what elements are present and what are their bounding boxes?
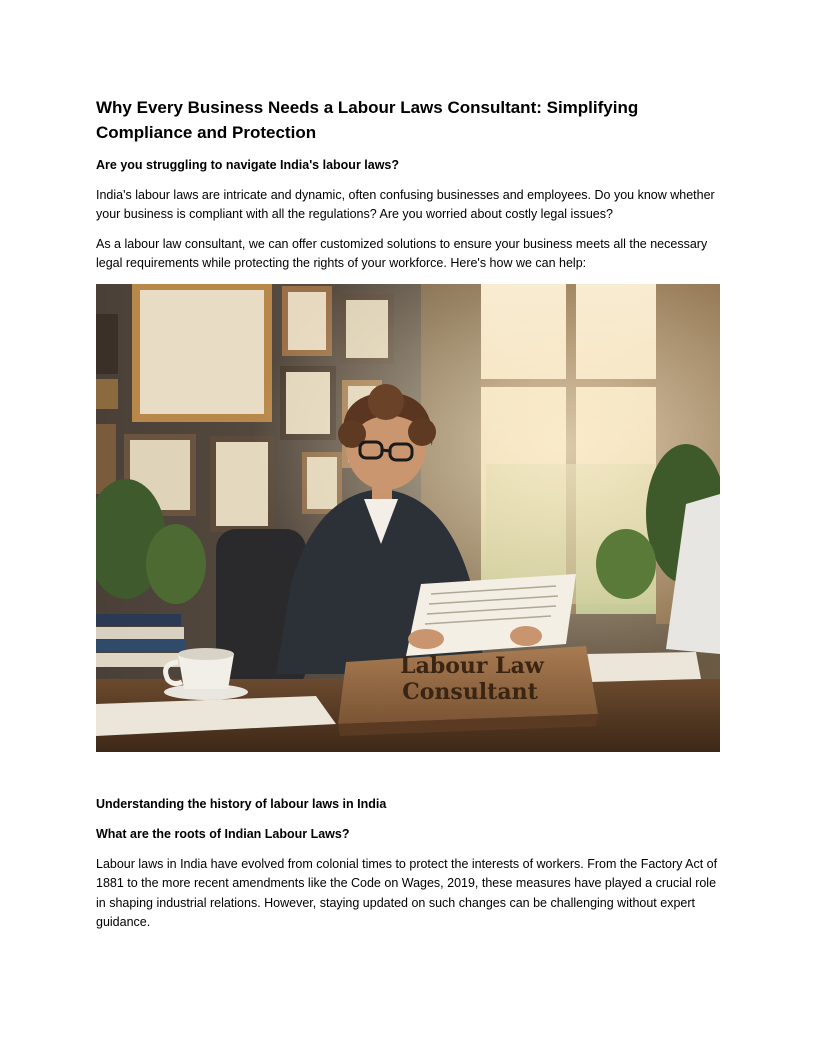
- section-subheading-roots: What are the roots of Indian Labour Laws?: [96, 827, 350, 841]
- intro-paragraph: India's labour laws are intricate and dynamic, often confusing businesses and employees. Do you know whether your business is compliant with all the regulations? Are you worried about costly legal issues?: [96, 188, 715, 222]
- consultant-paragraph: As a labour law consultant, we can offer customized solutions to ensure your business meets all the necessary legal requirements while protecting the rights of your workforce. Here's how we can help:: [96, 237, 708, 271]
- consultant-photo: [96, 284, 720, 752]
- nameplate-line1: Labour Law: [400, 653, 544, 679]
- nameplate-line2: Consultant: [402, 679, 538, 705]
- history-paragraph: Labour laws in India have evolved from colonial times to protect the interests of workers. From the Factory Act of 1881 to the more recent amendments like the Code on Wages, 2019, these measures have played a crucial role in shaping industrial relations. However, staying updated on such changes can be challenging without expert guidance.: [96, 857, 718, 930]
- page-title: Why Every Business Needs a Labour Laws Consultant: Simplifying Compliance and Protection: [96, 98, 639, 142]
- section-heading-history: Understanding the history of labour laws in India: [96, 797, 387, 811]
- section-heading-struggling: Are you struggling to navigate India's labour laws?: [96, 158, 400, 172]
